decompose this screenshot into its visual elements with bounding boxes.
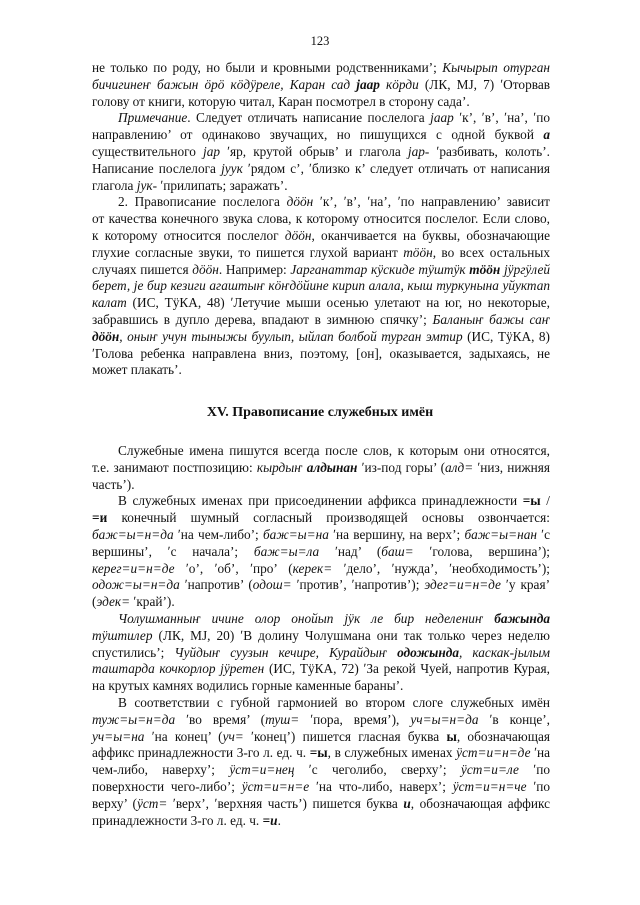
- text-line: одож=ы=н=да ʹнапротив’ (одош= ʹпротив’, ʹнапротив’); эдег=и=н=де ʹу края’: [92, 577, 550, 593]
- text-line: 2. Правописание послелога дööн ʹк’, ʹв’, ʹна’, ʹпо направлению’ зависит: [118, 194, 550, 210]
- page-number: 123: [310, 34, 330, 48]
- text-line: берет, jе бир кезиги агаштыҥ кöҥдöйине кирип алала, кыш туркунына уйуктап: [92, 278, 550, 294]
- paragraph-block-1: [92, 60, 550, 379]
- text-line: т.е. занимают постпозицию: кырдыҥ алдынан ʹиз-под горы’ (алд= ʹниз, нижняя: [92, 459, 550, 475]
- text-line: уч=ы=на ʹна конец’ (уч= ʹконец’) пишется гласная буква ы, обозначающая: [92, 728, 550, 744]
- text-line: баж=ы=н=да ʹна чем-либо’; баж=ы=на ʹна вершину, на верх’; баж=ы=нан ʹс: [92, 526, 550, 542]
- text-line: верху’ (ÿст= ʹверх’, ʹверхняя часть’) пишется буква и, обозначающая аффикс: [92, 795, 550, 811]
- paragraph-block-2: [92, 443, 550, 829]
- text-line: голову от книги, которую читал, Каран посмотрел в сторону сада’.: [92, 93, 470, 109]
- text-line: не только по роду, но были и кровными родственниками’; Кычырып отурган: [92, 60, 550, 75]
- text-line: случаях пишется дööн. Например: Jарганаттар кÿскиде тÿштÿк тööн jÿргÿлей: [92, 261, 550, 277]
- text-line: забравшись в дупло дерева, впадают в зимнюю спячку’; Баланыҥ бажы саҥ: [92, 311, 550, 327]
- text-line: чем-либо, наверху’; ÿст=и=нең ʹс чеголибо, сверху’; ÿст=и=ле ʹпо: [92, 762, 550, 778]
- text-line: спустились’; Чуйдыҥ суузын кечире, Курайдыҥ одожында, каскак-jылым: [92, 644, 550, 660]
- text-line: часть’).: [92, 476, 135, 492]
- text-line: принадлежности 3-го л. ед. ч. =и.: [92, 812, 281, 828]
- text-line: аффикс принадлежности 3-го л. ед. ч. =ы, в служебных именах ÿст=и=н=де ʹна: [92, 745, 550, 761]
- text-line: Чолушманныҥ ичине олор онойып jÿк ле бир неделениҥ бажында: [118, 610, 550, 626]
- text-line: В служебных именах при присоединении аффикса принадлежности =ы /: [118, 493, 550, 509]
- text-line: ʹГолова ребенка направлена вниз, поэтому, [он], оказывается, задыхаясь, не: [92, 345, 550, 361]
- text-line: тÿштилер (ЛК, МJ, 20) ʹВ долину Чолушмана они так только через неделю: [92, 627, 550, 643]
- text-line: глагола jук- ʹприлипать; заражать’.: [92, 177, 288, 193]
- text-line: поверхности чего-либо’; ÿст=и=н=е ʹна что-либо, наверх’; ÿст=и=н=че ʹпо: [92, 778, 551, 794]
- text-line: =и конечный шумный согласный производящей основы озвончается:: [92, 510, 550, 526]
- text-line: от качества конечного звука слова, к которому относится послелог. Если слово,: [92, 211, 550, 227]
- text-line: таштарда кочкорлор jÿретен (ИС, ТÿКА, 72) ʹЗа рекой Чуей, напротив Курая,: [92, 661, 550, 677]
- text-line: существительного jар ʹяр, крутой обрыв’ и глагола jар- ʹразбивать, колоть’.: [92, 143, 550, 159]
- text-line: к которому относится послелог дööн, оканчивается на буквы, обозначающие: [92, 227, 550, 243]
- text-line: Написание послелога jуук ʹрядом с’, ʹблизко к’ следует отличать от написания: [92, 160, 551, 176]
- text-line: бичигинеҥ бажын öрö кöдÿреле, Каран сад jаар кöрди (ЛК, МJ, 7) ʹОторвав: [92, 76, 551, 92]
- text-line: туж=ы=н=да ʹво время’ (туш= ʹпора, время’), уч=ы=н=да ʹв конце’,: [92, 711, 551, 727]
- text-line: вершины’, ʹс начала’; баж=ы=ла ʹнад’ (баш= ʹголова, вершина’);: [92, 543, 550, 559]
- text-line: может плакать’.: [92, 362, 182, 378]
- text-line: глухие согласные звуки, то пишется глухой вариант тööн, во всех остальных: [92, 244, 550, 260]
- section-heading: XV. Правописание служебных имён: [206, 405, 434, 420]
- text-line: В соответствии с губной гармонией во втором слоге служебных имён: [118, 694, 550, 710]
- text-line: керег=и=н=де ʹо’, ʹоб’, ʹпро’ (керек= ʹдело’, ʹнужда’, ʹнеобходимость’);: [92, 560, 550, 576]
- text-line: калат (ИС, ТÿКА, 48) ʹЛетучие мыши осенью улетают на юг, но некоторые,: [92, 295, 550, 311]
- text-line: направлению’ от одинаково звучащих, но пишущихся с одной буквой а: [92, 127, 550, 143]
- text-line: (эдек= ʹкрай’).: [92, 594, 175, 610]
- text-line: Примечание. Следует отличать написание послелога jаар ʹк’, ʹв’, ʹна’, ʹпо: [118, 110, 550, 126]
- text-line: дööн, оныҥ учун тыныжы буулып, ыйлап болбой турган эмтир (ИС, ТÿКА, 8): [92, 328, 550, 344]
- text-line: на крутых камнях водились горные каменные бараны’.: [92, 678, 404, 694]
- text-line: Служебные имена пишутся всегда после слов, к которым они относятся,: [118, 443, 550, 458]
